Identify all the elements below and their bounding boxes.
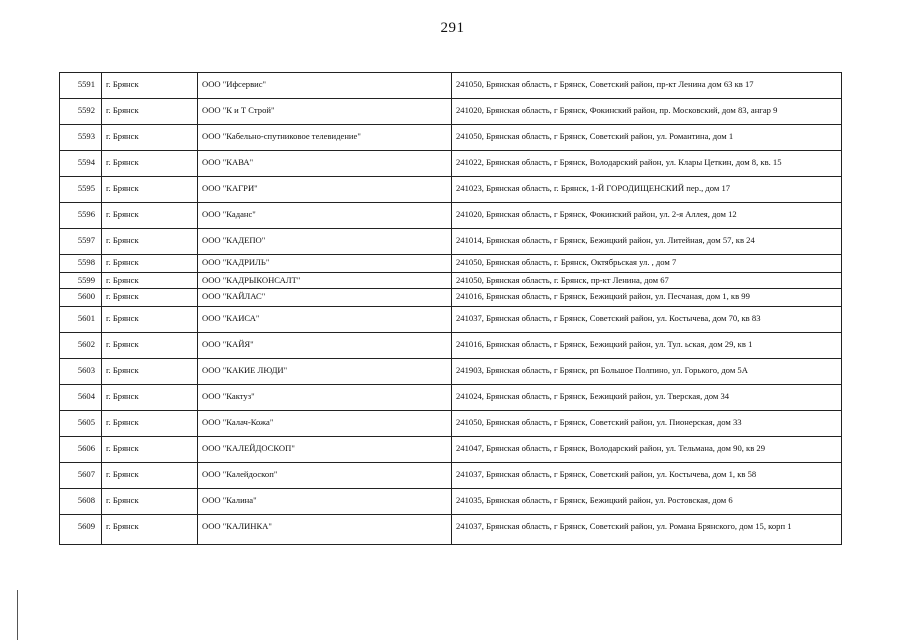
- row-organization: ООО "Калина": [198, 489, 452, 515]
- row-organization: ООО "К и Т Строй": [198, 99, 452, 125]
- row-number: 5597: [60, 229, 102, 255]
- row-number: 5607: [60, 463, 102, 489]
- row-address: 241020, Брянская область, г Брянск, Фокинский район, ул. 2-я Аллея, дом 12: [452, 203, 842, 229]
- row-city: г. Брянск: [102, 411, 198, 437]
- row-organization: ООО "Кабельно-спутниковое телевидение": [198, 125, 452, 151]
- row-city: г. Брянск: [102, 359, 198, 385]
- row-number: 5593: [60, 125, 102, 151]
- table-row: [60, 385, 842, 411]
- row-city: г. Брянск: [102, 489, 198, 515]
- row-address: 241050, Брянская область, г Брянск, Советский район, ул. Романтина, дом 1: [452, 125, 842, 151]
- table-row: [60, 177, 842, 203]
- row-address: 241050, Брянская область, г Брянск, Советский район, пр-кт Ленина дом 63 кв 17: [452, 73, 842, 99]
- row-organization: ООО "КАДЕПО": [198, 229, 452, 255]
- row-organization: ООО "КАКИЕ ЛЮДИ": [198, 359, 452, 385]
- row-address: 241037, Брянская область, г Брянск, Советский район, ул. Костычева, дом 70, кв 83: [452, 307, 842, 333]
- row-city: г. Брянск: [102, 255, 198, 273]
- row-number: 5602: [60, 333, 102, 359]
- table-row: [60, 289, 842, 307]
- row-organization: ООО "КАДРЫКОНСАЛТ": [198, 273, 452, 289]
- row-organization: ООО "Калач-Кожа": [198, 411, 452, 437]
- row-address: 241050, Брянская область, г. Брянск, пр-кт Ленина, дом 67: [452, 273, 842, 289]
- margin-rule: [17, 590, 18, 640]
- row-address: 241035, Брянская область, г Брянск, Бежицкий район, ул. Ростовская, дом 6: [452, 489, 842, 515]
- row-organization: ООО "КАГРИ": [198, 177, 452, 203]
- row-number: 5601: [60, 307, 102, 333]
- registry-table: [59, 72, 842, 545]
- row-city: г. Брянск: [102, 273, 198, 289]
- row-number: 5594: [60, 151, 102, 177]
- row-address: 241037, Брянская область, г Брянск, Советский район, ул. Романа Брянского, дом 15, корп 1: [452, 515, 842, 545]
- row-city: г. Брянск: [102, 99, 198, 125]
- row-address: 241016, Брянская область, г Брянск, Бежицкий район, ул. Тул. ьская, дом 29, кв 1: [452, 333, 842, 359]
- row-organization: ООО "КАЙЯ": [198, 333, 452, 359]
- row-organization: ООО "КАИСА": [198, 307, 452, 333]
- row-city: г. Брянск: [102, 177, 198, 203]
- row-city: г. Брянск: [102, 203, 198, 229]
- row-city: г. Брянск: [102, 229, 198, 255]
- row-address: 241020, Брянская область, г Брянск, Фокинский район, пр. Московский, дом 83, ангар 9: [452, 99, 842, 125]
- row-address: 241037, Брянская область, г Брянск, Советский район, ул. Костычева, дом 1, кв 58: [452, 463, 842, 489]
- table-row: [60, 273, 842, 289]
- row-city: г. Брянск: [102, 289, 198, 307]
- table-row: [60, 203, 842, 229]
- row-organization: ООО "Каданс": [198, 203, 452, 229]
- row-number: 5608: [60, 489, 102, 515]
- table-row: [60, 515, 842, 545]
- table-row: [60, 151, 842, 177]
- table-row: [60, 229, 842, 255]
- row-address: 241023, Брянская область, г. Брянск, 1-Й ГОРОДИЩЕНСКИЙ пер., дом 17: [452, 177, 842, 203]
- table-row: [60, 307, 842, 333]
- table-row: [60, 489, 842, 515]
- table-row: [60, 359, 842, 385]
- page-number: 291: [440, 20, 465, 36]
- row-number: 5591: [60, 73, 102, 99]
- table-row: [60, 333, 842, 359]
- row-city: г. Брянск: [102, 333, 198, 359]
- row-organization: ООО "Кактуз": [198, 385, 452, 411]
- row-city: г. Брянск: [102, 385, 198, 411]
- row-number: 5606: [60, 437, 102, 463]
- row-number: 5603: [60, 359, 102, 385]
- table-row: [60, 99, 842, 125]
- row-number: 5600: [60, 289, 102, 307]
- row-city: г. Брянск: [102, 307, 198, 333]
- row-city: г. Брянск: [102, 515, 198, 545]
- row-address: 241050, Брянская область, г. Брянск, Октябрьская ул. , дом 7: [452, 255, 842, 273]
- row-city: г. Брянск: [102, 73, 198, 99]
- row-number: 5604: [60, 385, 102, 411]
- table-row: [60, 255, 842, 273]
- row-number: 5609: [60, 515, 102, 545]
- table-row: [60, 463, 842, 489]
- row-city: г. Брянск: [102, 151, 198, 177]
- row-address: 241024, Брянская область, г Брянск, Бежицкий район, ул. Тверская, дом 34: [452, 385, 842, 411]
- row-number: 5605: [60, 411, 102, 437]
- row-city: г. Брянск: [102, 125, 198, 151]
- row-address: 241047, Брянская область, г Брянск, Володарский район, ул. Тельмана, дом 90, кв 29: [452, 437, 842, 463]
- row-address: 241016, Брянская область, г Брянск, Бежицкий район, ул. Песчаная, дом 1, кв 99: [452, 289, 842, 307]
- row-organization: ООО "КАЙЛАС": [198, 289, 452, 307]
- row-address: 241050, Брянская область, г Брянск, Советский район, ул. Пионерская, дом 33: [452, 411, 842, 437]
- row-organization: ООО "КАЛЕЙДОСКОП": [198, 437, 452, 463]
- row-number: 5595: [60, 177, 102, 203]
- row-organization: ООО "КАДРИЛЬ": [198, 255, 452, 273]
- row-city: г. Брянск: [102, 437, 198, 463]
- row-number: 5598: [60, 255, 102, 273]
- row-organization: ООО "КАЛИНКА": [198, 515, 452, 545]
- row-address: 241903, Брянская область, г Брянск, рп Большое Полпино, ул. Горького, дом 5А: [452, 359, 842, 385]
- row-organization: ООО "КАВА": [198, 151, 452, 177]
- row-number: 5599: [60, 273, 102, 289]
- row-number: 5596: [60, 203, 102, 229]
- row-address: 241014, Брянская область, г Брянск, Бежицкий район, ул. Литейная, дом 57, кв 24: [452, 229, 842, 255]
- table-row: [60, 411, 842, 437]
- row-organization: ООО "Ифсервис": [198, 73, 452, 99]
- table-row: [60, 73, 842, 99]
- table-row: [60, 437, 842, 463]
- row-number: 5592: [60, 99, 102, 125]
- row-address: 241022, Брянская область, г Брянск, Володарский район, ул. Клары Цеткин, дом 8, кв. 15: [452, 151, 842, 177]
- row-organization: ООО "Калейдоскоп": [198, 463, 452, 489]
- table-row: [60, 125, 842, 151]
- row-city: г. Брянск: [102, 463, 198, 489]
